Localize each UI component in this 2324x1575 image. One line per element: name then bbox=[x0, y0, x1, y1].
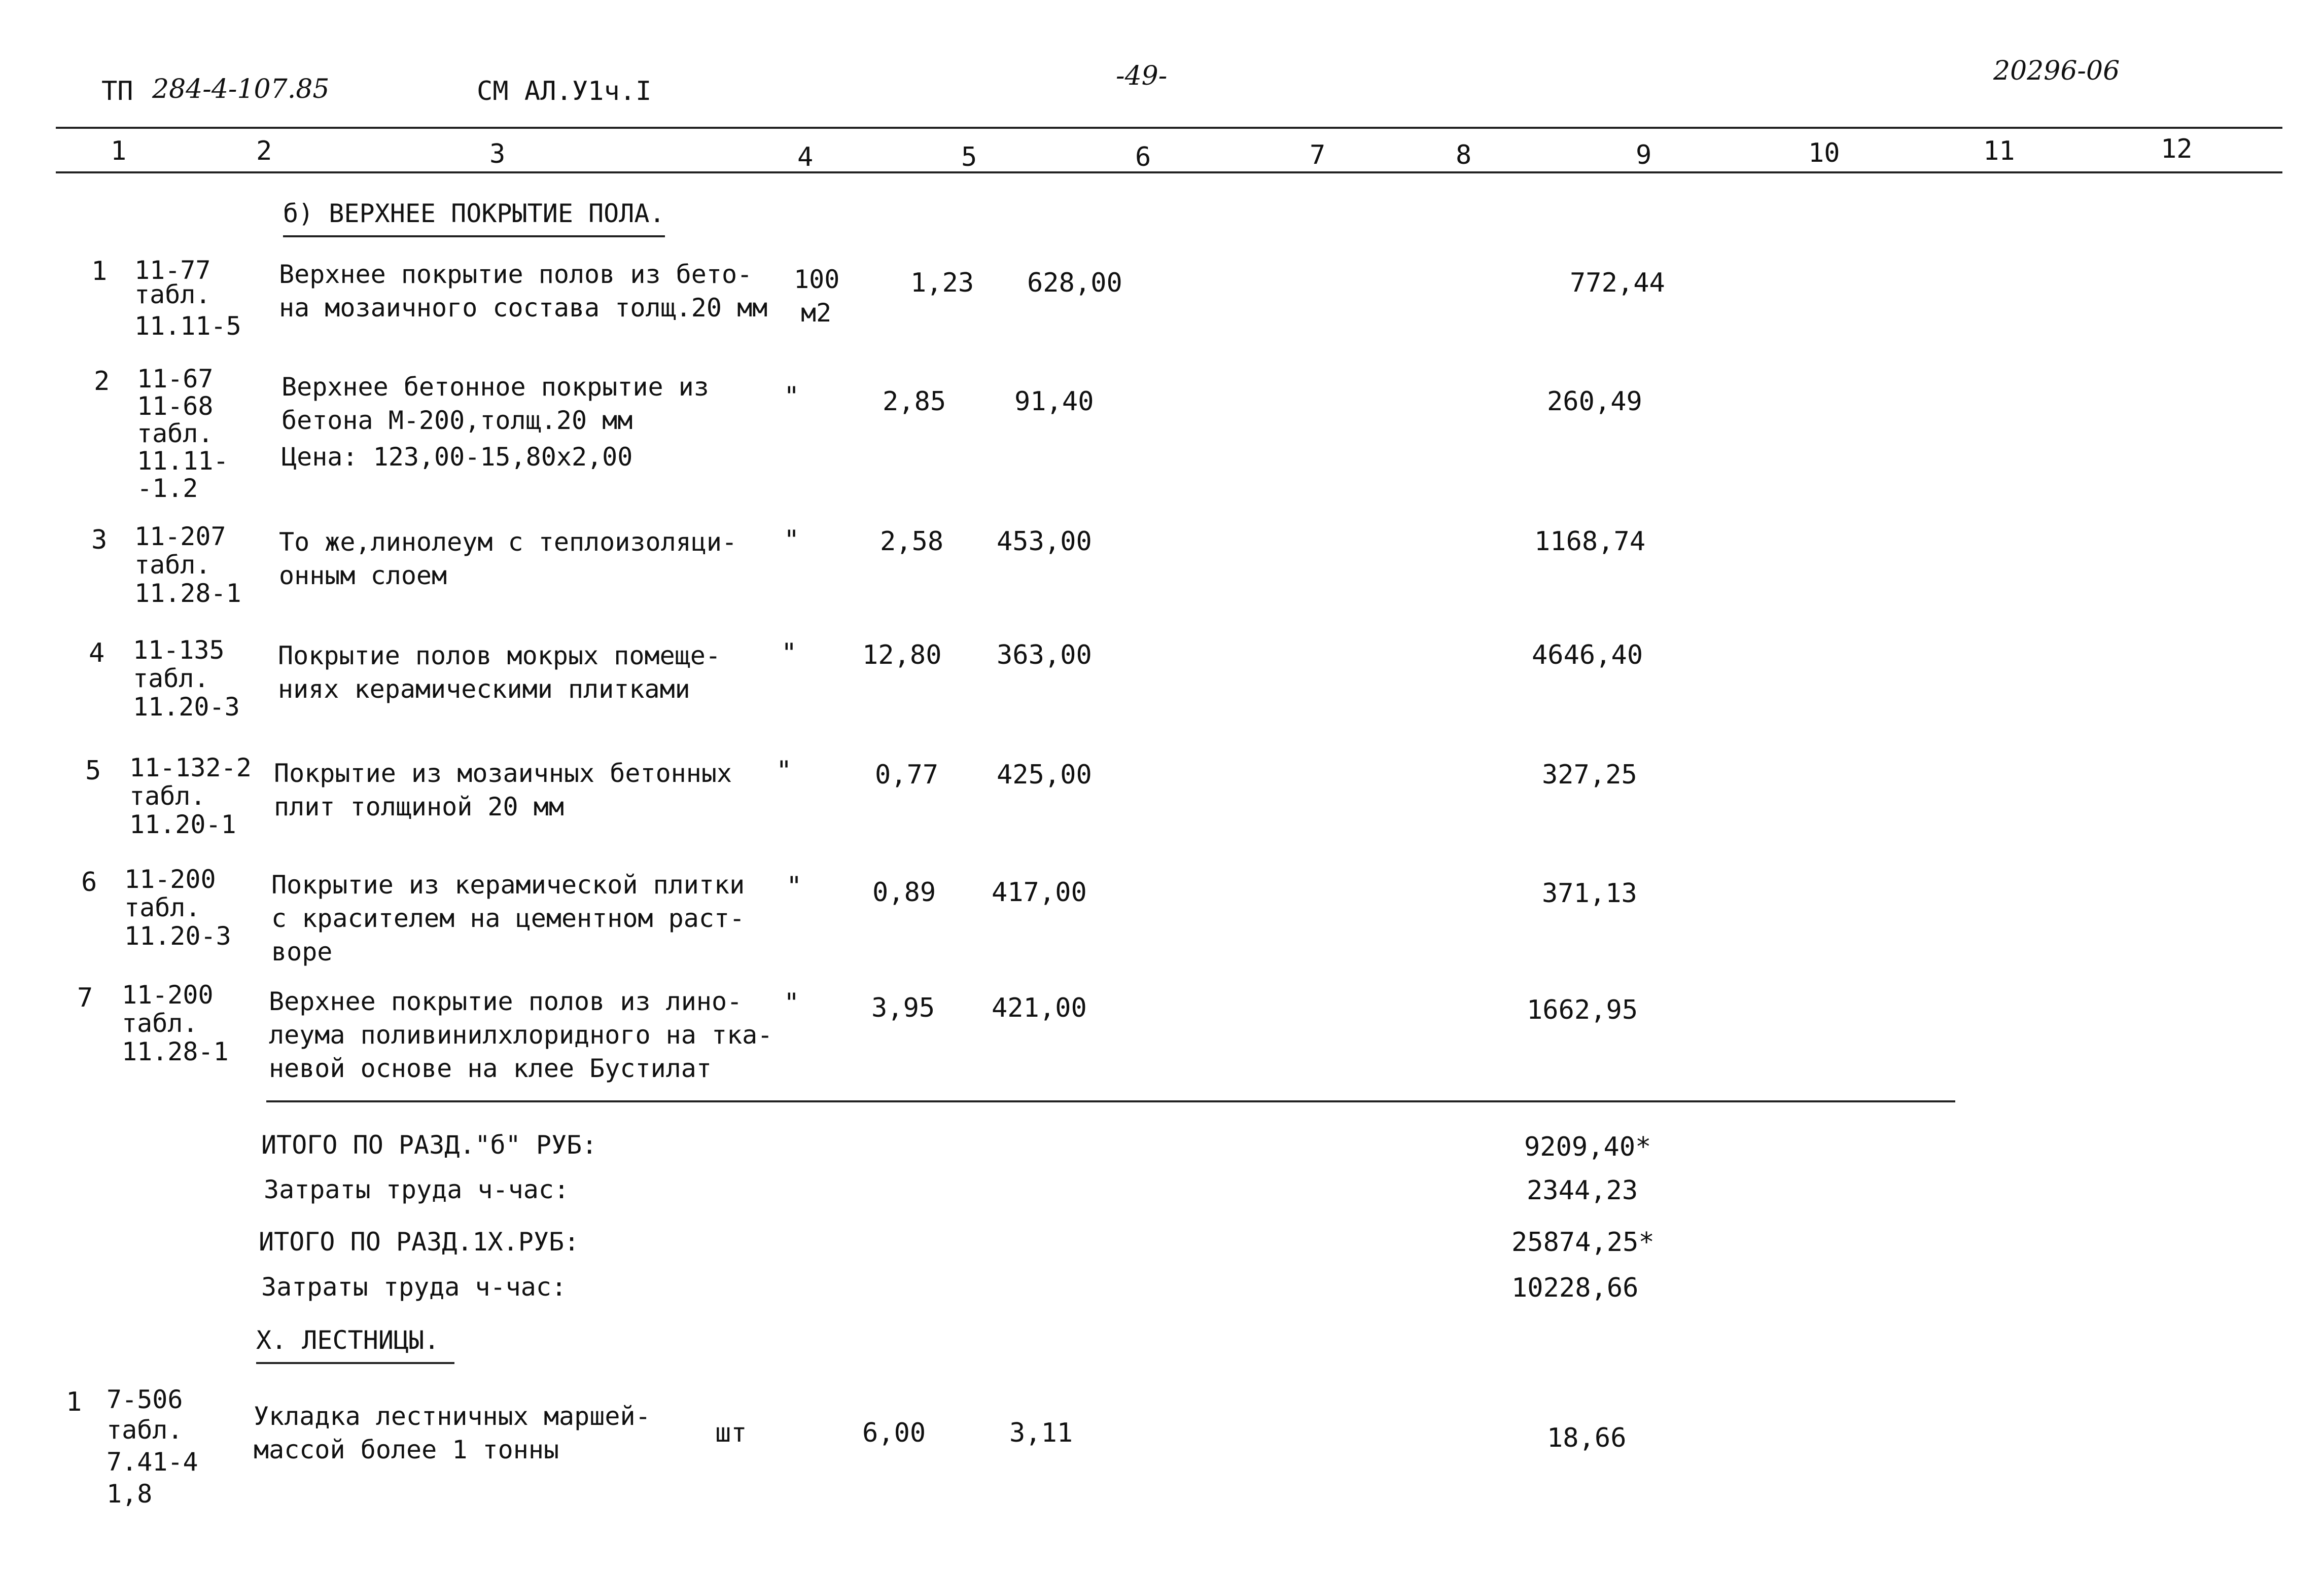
row-quantity: 0,77 bbox=[875, 760, 939, 790]
row-total: 1662,95 bbox=[1527, 995, 1638, 1025]
row-unit: " bbox=[781, 638, 797, 668]
row-total: 327,25 bbox=[1542, 760, 1637, 790]
total-label: ИТОГО ПО РАЗД.1Х.РУБ: bbox=[259, 1227, 580, 1257]
total-label: ИТОГО ПО РАЗД."б" РУБ: bbox=[261, 1130, 597, 1160]
row-unit: шт bbox=[715, 1418, 747, 1448]
total-value: 9209,40* bbox=[1524, 1132, 1651, 1162]
row-unit: 100 м2 bbox=[794, 265, 840, 328]
row-price: 425,00 bbox=[997, 760, 1092, 790]
column-number: 2 bbox=[256, 136, 272, 166]
doc-number: 20296-06 bbox=[1993, 56, 2120, 86]
row-price: 3,11 bbox=[1009, 1418, 1073, 1448]
row-unit: " bbox=[776, 756, 792, 786]
row-unit: " bbox=[784, 381, 800, 412]
row-code: 11-207 табл. 11.28-1 bbox=[134, 522, 241, 608]
row-quantity: 2,58 bbox=[880, 526, 944, 557]
row-total: 371,13 bbox=[1542, 878, 1637, 909]
row-total: 260,49 bbox=[1547, 386, 1642, 417]
row-number: 6 bbox=[81, 867, 97, 898]
row-code: 11-200 табл. 11.20-3 bbox=[124, 865, 231, 951]
row-number: 4 bbox=[89, 638, 105, 668]
row-unit: " bbox=[786, 871, 802, 902]
row-number: 2 bbox=[94, 366, 110, 397]
column-number: 6 bbox=[1135, 142, 1151, 172]
header-top-rule bbox=[56, 127, 2282, 129]
row-code: 11-132-2 табл. 11.20-1 bbox=[129, 753, 252, 839]
row-price: 417,00 bbox=[992, 877, 1087, 908]
column-number: 7 bbox=[1310, 140, 1326, 170]
total-label: Затраты труда ч-час: bbox=[264, 1175, 570, 1204]
row-number: 3 bbox=[91, 525, 108, 555]
row-price: 453,00 bbox=[997, 526, 1092, 557]
row-number: 1 bbox=[66, 1387, 82, 1417]
row-unit: " bbox=[784, 988, 800, 1018]
tp-prefix: ТП bbox=[101, 76, 133, 106]
row-total: 1168,74 bbox=[1534, 526, 1646, 557]
row-description: Верхнее покрытие полов из бето- на мозаичного состава толщ.20 мм bbox=[279, 260, 768, 323]
column-number: 5 bbox=[961, 142, 977, 172]
row-description: Верхнее покрытие полов из лино- леума поливинилхлоридного на тка- невой основе на клее Бустилат bbox=[269, 987, 773, 1083]
row-total: 772,44 bbox=[1570, 268, 1665, 298]
totals-rule bbox=[266, 1100, 1955, 1102]
row-code: 11-200 табл. 11.28-1 bbox=[122, 980, 229, 1066]
total-value: 2344,23 bbox=[1527, 1175, 1638, 1206]
tp-code: 284-4-107.85 bbox=[152, 74, 330, 104]
row-code: 7-506 табл. 7.41-4 1,8 bbox=[107, 1385, 198, 1509]
row-price: 363,00 bbox=[997, 640, 1092, 670]
row-code: 11-77 табл. 11.11-5 bbox=[134, 256, 241, 341]
column-number: 1 bbox=[111, 136, 127, 166]
page-number: -49- bbox=[1116, 61, 1168, 91]
section-title: б) ВЕРХНЕЕ ПОКРЫТИЕ ПОЛА. bbox=[283, 197, 665, 237]
row-total: 4646,40 bbox=[1532, 640, 1643, 670]
row-number: 1 bbox=[91, 256, 108, 287]
row-code: 11-67 11-68 табл. 11.11- -1.2 bbox=[137, 364, 229, 503]
column-number: 12 bbox=[2161, 134, 2193, 164]
row-description: То же,линолеум с теплоизоляци- онным слоем bbox=[279, 527, 737, 590]
row-code: 11-135 табл. 11.20-3 bbox=[133, 635, 240, 722]
header-bottom-rule bbox=[56, 171, 2282, 173]
row-unit: " bbox=[784, 525, 800, 555]
row-description: Покрытие из керамической плитки с красителем на цементном раст- воре bbox=[271, 870, 745, 967]
row-number: 7 bbox=[77, 983, 93, 1013]
row-quantity: 1,23 bbox=[910, 268, 974, 298]
total-value: 10228,66 bbox=[1511, 1273, 1639, 1303]
column-number: 9 bbox=[1636, 140, 1652, 170]
row-total: 18,66 bbox=[1547, 1423, 1627, 1453]
row-quantity: 0,89 bbox=[872, 877, 936, 908]
row-description: Покрытие из мозаичных бетонных плит толщиной 20 мм bbox=[274, 759, 732, 821]
row-number: 5 bbox=[85, 756, 101, 786]
row-description: Укладка лестничных маршей- массой более 1 тонны bbox=[254, 1402, 651, 1464]
column-number: 3 bbox=[489, 139, 506, 169]
column-number: 8 bbox=[1456, 140, 1472, 170]
row-price: 421,00 bbox=[992, 993, 1087, 1023]
section-title: Х. ЛЕСТНИЦЫ. bbox=[256, 1323, 454, 1364]
total-value: 25874,25* bbox=[1511, 1227, 1654, 1258]
column-number: 11 bbox=[1983, 136, 2015, 166]
column-number: 4 bbox=[797, 142, 814, 172]
sm-label: СМ АЛ.У1ч.I bbox=[477, 76, 652, 106]
row-quantity: 3,95 bbox=[871, 993, 935, 1023]
total-label: Затраты труда ч-час: bbox=[261, 1272, 567, 1302]
row-price: 628,00 bbox=[1027, 268, 1122, 298]
row-quantity: 2,85 bbox=[883, 386, 946, 417]
column-number: 10 bbox=[1808, 138, 1840, 168]
row-quantity: 6,00 bbox=[862, 1418, 926, 1448]
row-description: Покрытие полов мокрых помеще- ниях керамическими плитками bbox=[278, 641, 721, 704]
row-price: 91,40 bbox=[1014, 386, 1094, 417]
row-description: Верхнее бетонное покрытие из бетона М-200,толщ.20 мм Цена: 123,00-15,80х2,00 bbox=[281, 372, 709, 472]
row-quantity: 12,80 bbox=[862, 640, 942, 670]
